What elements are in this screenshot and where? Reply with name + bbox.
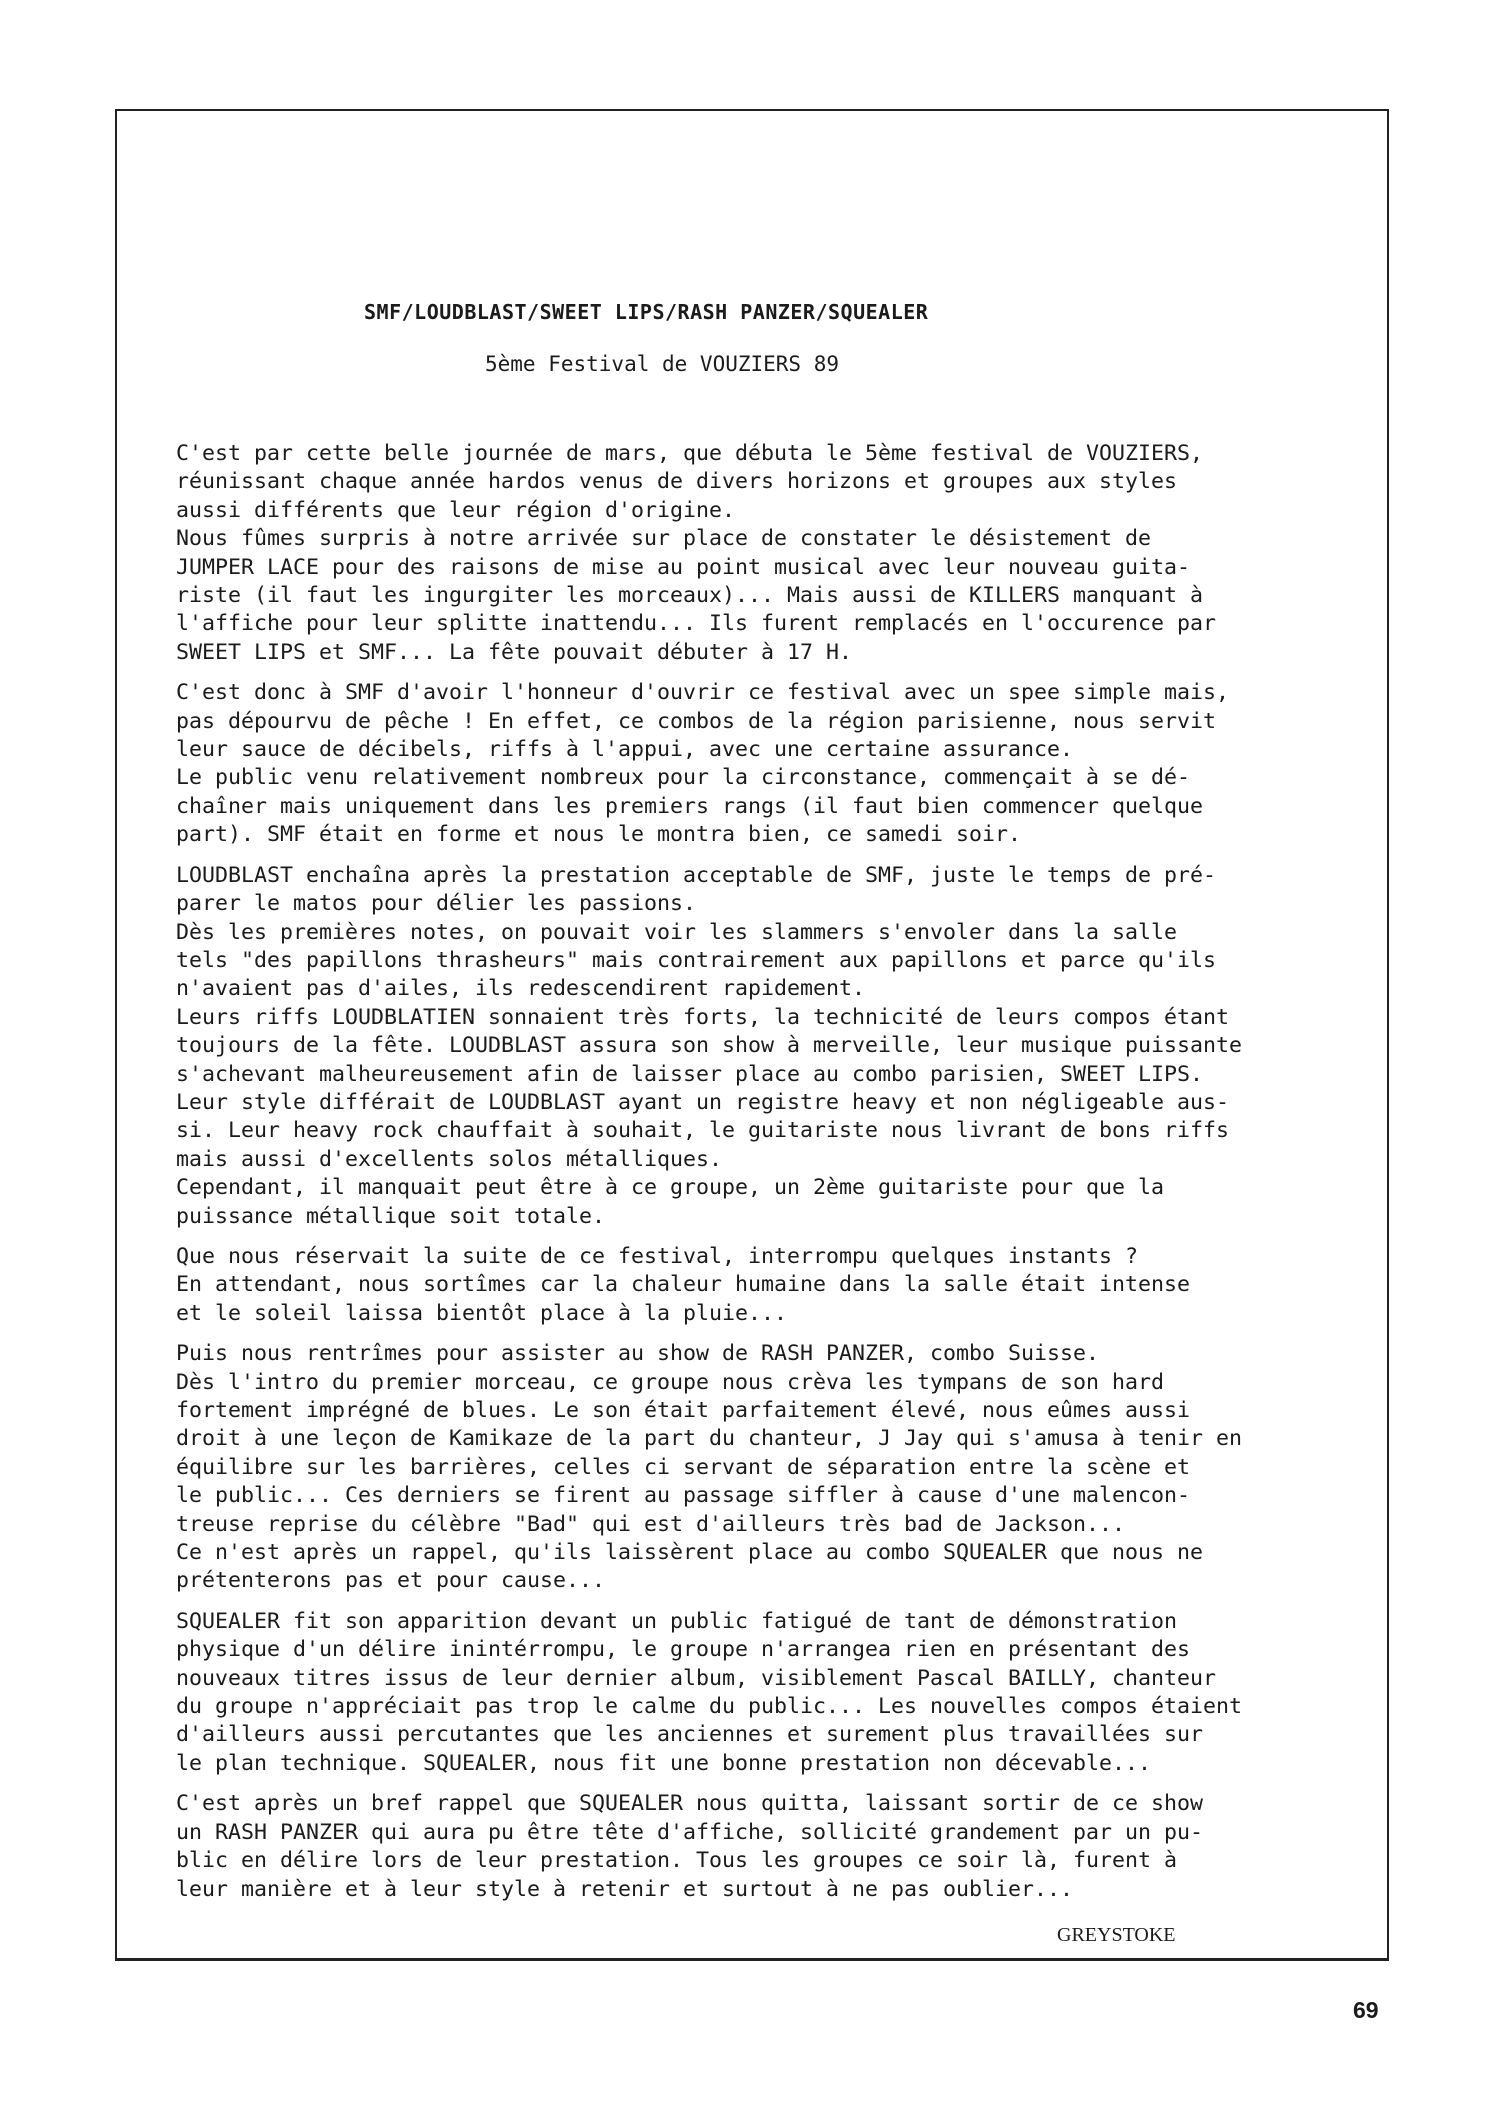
text-line: riste (il faut les ingurgiter les morceaux)... Mais aussi de KILLERS manquant à bbox=[176, 583, 1204, 609]
text-line: C'est après un bref rappel que SQUEALER nous quitta, laissant sortir de ce show bbox=[176, 1791, 1204, 1817]
text-line: l'affiche pour leur splitte inattendu... Ils furent remplacés en l'occurence par bbox=[176, 611, 1217, 637]
text-line: aussi différents que leur région d'origine. bbox=[176, 497, 736, 523]
text-line: et le soleil laissa bientôt place à la pluie... bbox=[176, 1300, 788, 1326]
text-line: réunissant chaque année hardos venus de divers horizons et groupes aux styles bbox=[176, 469, 1178, 495]
text-line: leur manière et à leur style à retenir et surtout à ne pas oublier... bbox=[176, 1876, 1074, 1902]
text-line: d'ailleurs aussi percutantes que les anciennes et surement plus travaillées sur bbox=[176, 1722, 1204, 1748]
text-line: nouveaux titres issus de leur dernier album, visiblement Pascal BAILLY, chanteur bbox=[176, 1665, 1217, 1691]
text-line: puissance métallique soit totale. bbox=[176, 1203, 606, 1229]
page-number: 69 bbox=[1353, 1997, 1379, 2023]
text-line: tels "des papillons thrasheurs" mais contrairement aux papillons et parce qu'ils bbox=[176, 947, 1217, 973]
text-line: Que nous réservait la suite de ce festival, interrompu quelques instants ? bbox=[176, 1243, 1139, 1269]
text-line: En attendant, nous sortîmes car la chaleur humaine dans la salle était intense bbox=[176, 1272, 1191, 1298]
text-line: JUMPER LACE pour des raisons de mise au point musical avec leur nouveau guita- bbox=[176, 554, 1191, 580]
text-line: Le public venu relativement nombreux pour la circonstance, commençait à se dé- bbox=[176, 765, 1191, 791]
article-subtitle: 5ème Festival de VOUZIERS 89 bbox=[485, 352, 840, 376]
article-body bbox=[176, 440, 1346, 1916]
text-line: du groupe n'appréciait pas trop le calme du public... Les nouvelles compos étaient bbox=[176, 1694, 1243, 1720]
text-line: LOUDBLAST enchaîna après la prestation acceptable de SMF, juste le temps de pré- bbox=[176, 862, 1217, 888]
text-line: équilibre sur les barrières, celles ci servant de séparation entre la scène et bbox=[176, 1454, 1191, 1480]
text-line: s'achevant malheureusement afin de laisser place au combo parisien, SWEET LIPS. bbox=[176, 1061, 1204, 1087]
text-line: Ce n'est après un rappel, qu'ils laissèrent place au combo SQUEALER que nous ne bbox=[176, 1540, 1204, 1566]
text-line: treuse reprise du célèbre "Bad" qui est d'ailleurs très bad de Jackson... bbox=[176, 1511, 1126, 1537]
text-line: physique d'un délire inintérrompu, le groupe n'arrangea rien en présentant des bbox=[176, 1637, 1191, 1663]
text-line: Leur style différait de LOUDBLAST ayant un registre heavy et non négligeable aus- bbox=[176, 1089, 1230, 1115]
text-line: mais aussi d'excellents solos métalliques. bbox=[176, 1146, 723, 1172]
text-line: Leurs riffs LOUDBLATIEN sonnaient très forts, la technicité de leurs compos étant bbox=[176, 1004, 1230, 1030]
author-signature: GREYSTOKE bbox=[1057, 1924, 1176, 1946]
paragraph bbox=[176, 1790, 1346, 1904]
paragraph bbox=[176, 1340, 1346, 1596]
text-line: fortement imprégné de blues. Le son était parfaitement élevé, nous eûmes aussi bbox=[176, 1398, 1191, 1423]
text-line: droit à une leçon de Kamikaze de la part du chanteur, J Jay qui s'amusa à tenir en bbox=[176, 1426, 1243, 1452]
text-line: le plan technique. SQUEALER, nous fit une bonne prestation non décevable... bbox=[176, 1750, 1152, 1776]
text-line: n'avaient pas d'ailes, ils redescendirent rapidement. bbox=[176, 976, 866, 1002]
paragraph bbox=[176, 1243, 1346, 1328]
text-line: Cependant, il manquait peut être à ce groupe, un 2ème guitariste pour que la bbox=[176, 1175, 1165, 1201]
paragraph bbox=[176, 862, 1346, 1231]
text-line: Dès les premières notes, on pouvait voir les slammers s'envoler dans la salle bbox=[176, 919, 1178, 945]
text-line: SQUEALER fit son apparition devant un public fatigué de tant de démonstration bbox=[176, 1608, 1178, 1634]
text-line: prétenterons pas et pour cause... bbox=[176, 1568, 606, 1594]
text-line: si. Leur heavy rock chauffait à souhait, le guitariste nous livrant de bons riffs bbox=[176, 1118, 1230, 1144]
text-line: Nous fûmes surpris à notre arrivée sur place de constater le désistement de bbox=[176, 526, 1152, 552]
text-line: SWEET LIPS et SMF... La fête pouvait débuter à 17 H. bbox=[176, 639, 853, 665]
paragraph bbox=[176, 440, 1346, 667]
text-line: Puis nous rentrîmes pour assister au show de RASH PANZER, combo Suisse. bbox=[176, 1341, 1100, 1367]
text-line: blic en délire lors de leur prestation. Tous les groupes ce soir là, furent à bbox=[176, 1848, 1178, 1874]
text-line: leur sauce de décibels, riffs à l'appui, avec une certaine assurance. bbox=[176, 737, 1074, 763]
text-line: part). SMF était en forme et nous le montra bien, ce samedi soir. bbox=[176, 822, 1022, 848]
text-line: pas dépourvu de pêche ! En effet, ce combos de la région parisienne, nous servit bbox=[176, 708, 1217, 734]
paragraph bbox=[176, 679, 1346, 849]
text-line: toujours de la fête. LOUDBLAST assura son show à merveille, leur musique puissante bbox=[176, 1033, 1243, 1059]
text-line: parer le matos pour délier les passions. bbox=[176, 891, 697, 917]
text-line: un RASH PANZER qui aura pu être tête d'affiche, sollicité grandement par un pu- bbox=[176, 1819, 1204, 1845]
text-line: C'est donc à SMF d'avoir l'honneur d'ouvrir ce festival avec un spee simple mais, bbox=[176, 680, 1230, 706]
text-line: chaîner mais uniquement dans les premiers rangs (il faut bien commencer quelque bbox=[176, 793, 1204, 819]
text-line: le public... Ces derniers se firent au passage siffler à cause d'une malencon- bbox=[176, 1483, 1191, 1509]
text-line: C'est par cette belle journée de mars, que débuta le 5ème festival de VOUZIERS, bbox=[176, 441, 1204, 466]
article-title: SMF/LOUDBLAST/SWEET LIPS/RASH PANZER/SQUEALER bbox=[364, 300, 929, 324]
paragraph bbox=[176, 1608, 1346, 1778]
text-line: Dès l'intro du premier morceau, ce groupe nous crèva les tympans de son hard bbox=[176, 1369, 1165, 1395]
